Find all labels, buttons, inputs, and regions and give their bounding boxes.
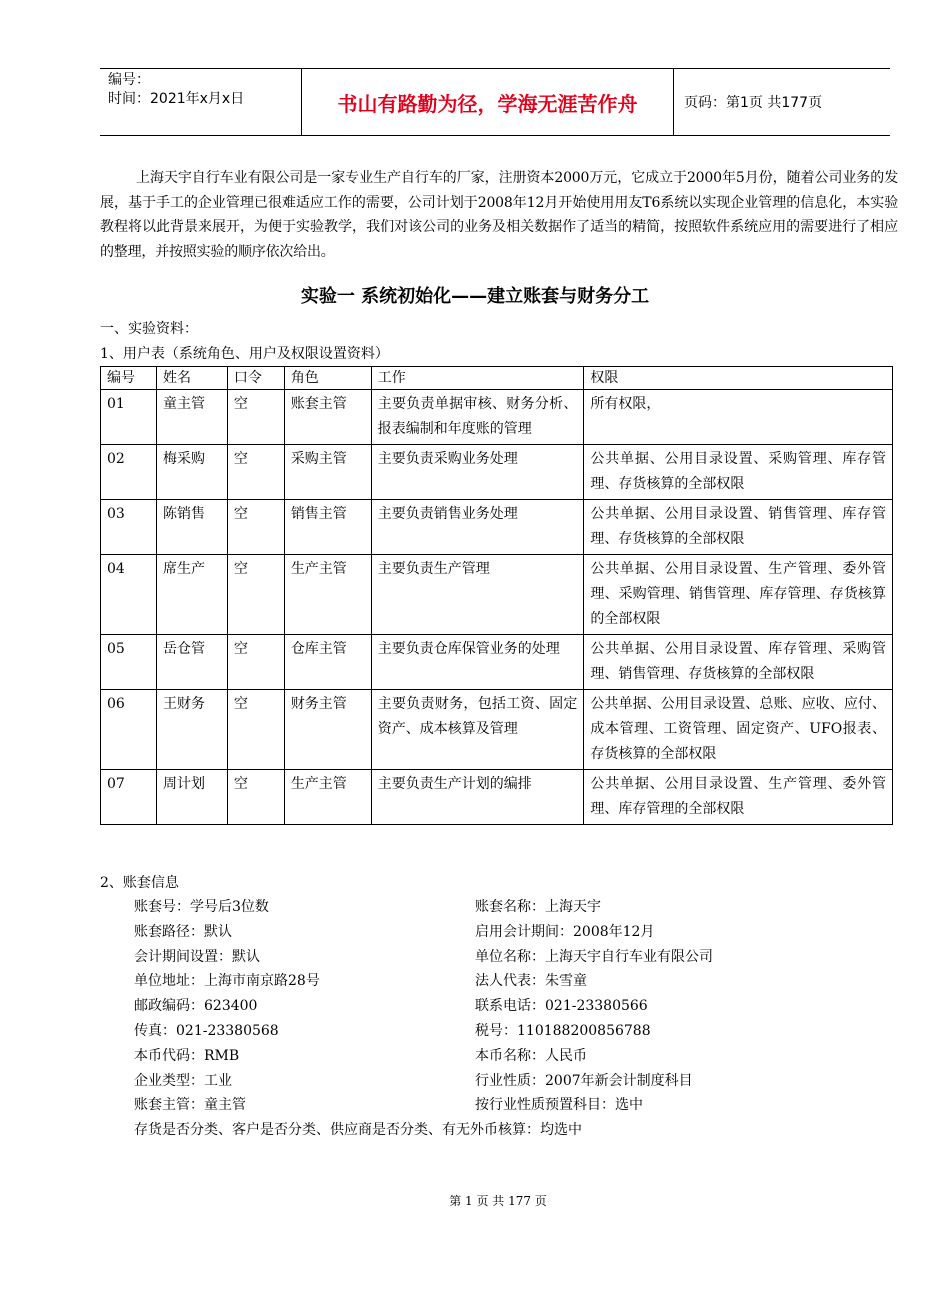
account-row	[134, 895, 834, 920]
account-field: 账套路径：默认	[134, 923, 232, 940]
account-row	[134, 1044, 834, 1069]
table-row	[101, 555, 893, 635]
account-field: 邮政编码：623400	[134, 998, 258, 1015]
cell-role: 生产主管	[284, 555, 371, 635]
header-permission: 权限	[584, 367, 893, 390]
cell-work: 主要负责采购业务处理	[371, 445, 584, 500]
cell-permission: 公共单据、公用目录设置、总账、应收、应付、成本管理、工资管理、固定资产、UFO报表、存货核算的全部权限	[584, 690, 893, 770]
header-name: 姓名	[156, 367, 227, 390]
cell-work: 主要负责单据审核、财务分析、报表编制和年度账的管理	[371, 390, 584, 445]
header-id: 编号	[101, 367, 157, 390]
motto: 书山有路勤为径，学海无涯苦作舟	[302, 69, 674, 135]
account-field: 企业类型：工业	[134, 1072, 232, 1089]
cell-password: 空	[227, 555, 284, 635]
cell-work: 主要负责仓库保管业务的处理	[371, 635, 584, 690]
account-field: 传真：021-23380568	[134, 1022, 279, 1039]
cell-work: 主要负责生产管理	[371, 555, 584, 635]
cell-password: 空	[227, 635, 284, 690]
cell-permission: 所有权限，	[584, 390, 893, 445]
page-info: 页码：第1页 共177页	[684, 95, 823, 111]
cell-role: 生产主管	[284, 770, 371, 825]
cell-permission: 公共单据、公用目录设置、生产管理、委外管理、库存管理的全部权限	[584, 770, 893, 825]
account-row	[134, 1093, 834, 1118]
account-field: 联系电话：021-23380566	[475, 998, 648, 1015]
cell-role: 仓库主管	[284, 635, 371, 690]
table-row	[101, 635, 893, 690]
cell-name: 岳仓管	[156, 635, 227, 690]
cell-id: 01	[101, 390, 157, 445]
account-row	[134, 994, 834, 1019]
account-field: 单位地址：上海市南京路28号	[134, 973, 320, 990]
account-field: 法人代表：朱雪童	[475, 973, 587, 990]
cell-work: 主要负责财务，包括工资、固定资产、成本核算及管理	[371, 690, 584, 770]
table-row	[101, 500, 893, 555]
account-heading: 2、账套信息	[100, 875, 179, 891]
cell-work: 主要负责生产计划的编排	[371, 770, 584, 825]
user-table	[100, 366, 893, 825]
cell-id: 05	[101, 635, 157, 690]
header-password: 口令	[227, 367, 284, 390]
number-label: 编号：	[108, 72, 150, 88]
table-row	[101, 445, 893, 500]
intro-paragraph: 上海天宇自行车业有限公司是一家专业生产自行车的厂家，注册资本2000万元，它成立于2000年5月份，随着公司业务的发展，基于手工的企业管理已很难适应工作的需要，公司计划于2008年12月开始使用用友T6系统以实现企业管理的信息化，本实验教程将以此背景来展开，为便于实验教学，我们对该公司的业务及相关数据作了适当的精简，按照软件系统应用的需要进行了相应的整理，并按照实验的顺序依次给出。	[100, 170, 898, 260]
cell-permission: 公共单据、公用目录设置、采购管理、库存管理、存货核算的全部权限	[584, 445, 893, 500]
cell-name: 周计划	[156, 770, 227, 825]
account-row	[134, 1019, 834, 1044]
cell-role: 销售主管	[284, 500, 371, 555]
cell-role: 采购主管	[284, 445, 371, 500]
user-table-heading: 1、用户表（系统角色、用户及权限设置资料）	[100, 346, 389, 362]
cell-password: 空	[227, 445, 284, 500]
cell-name: 陈销售	[156, 500, 227, 555]
cell-password: 空	[227, 390, 284, 445]
table-row	[101, 770, 893, 825]
account-classification: 存货是否分类、客户是否分类、供应商是否分类、有无外币核算：均选中	[134, 1122, 582, 1139]
cell-name: 王财务	[156, 690, 227, 770]
time-label: 时间：2021年x月x日	[108, 91, 245, 107]
cell-role: 账套主管	[284, 390, 371, 445]
cell-password: 空	[227, 770, 284, 825]
section-heading: 一、实验资料：	[100, 321, 198, 337]
cell-role: 财务主管	[284, 690, 371, 770]
cell-work: 主要负责销售业务处理	[371, 500, 584, 555]
account-row	[134, 920, 834, 945]
account-info	[134, 895, 834, 1143]
account-field: 启用会计期间：2008年12月	[475, 923, 655, 940]
account-field: 账套号：学号后3位数	[134, 899, 269, 915]
account-row	[134, 1069, 834, 1094]
account-field: 账套主管：童主管	[134, 1097, 246, 1114]
cell-id: 03	[101, 500, 157, 555]
cell-password: 空	[227, 690, 284, 770]
account-field: 按行业性质预置科目：选中	[475, 1097, 643, 1114]
cell-permission: 公共单据、公用目录设置、库存管理、采购管理、销售管理、存货核算的全部权限	[584, 635, 893, 690]
account-field: 税号：110188200856788	[475, 1022, 651, 1039]
account-field: 会计期间设置：默认	[134, 948, 260, 965]
document-header	[100, 68, 890, 136]
experiment-title: 实验一 系统初始化——建立账套与财务分工	[300, 286, 650, 307]
account-row	[134, 945, 834, 970]
cell-id: 07	[101, 770, 157, 825]
cell-name: 童主管	[156, 390, 227, 445]
table-row	[101, 390, 893, 445]
account-field: 行业性质：2007年新会计制度科目	[475, 1072, 693, 1089]
header-meta	[100, 69, 302, 135]
account-field: 单位名称：上海天宇自行车业有限公司	[475, 948, 713, 965]
cell-id: 04	[101, 555, 157, 635]
page-footer: 第 1 页 共 177 页	[449, 1194, 547, 1208]
cell-id: 06	[101, 690, 157, 770]
account-field: 本币名称：人民币	[475, 1047, 587, 1064]
cell-name: 梅采购	[156, 445, 227, 500]
account-field: 本币代码：RMB	[134, 1047, 240, 1064]
cell-password: 空	[227, 500, 284, 555]
header-work: 工作	[371, 367, 584, 390]
header-role: 角色	[284, 367, 371, 390]
table-header-row	[101, 367, 893, 390]
cell-id: 02	[101, 445, 157, 500]
cell-name: 席生产	[156, 555, 227, 635]
cell-permission: 公共单据、公用目录设置、销售管理、库存管理、存货核算的全部权限	[584, 500, 893, 555]
cell-permission: 公共单据、公用目录设置、生产管理、委外管理、采购管理、销售管理、库存管理、存货核算的全部权限	[584, 555, 893, 635]
account-field: 账套名称：上海天宇	[475, 899, 601, 915]
account-row	[134, 969, 834, 994]
table-row	[101, 690, 893, 770]
